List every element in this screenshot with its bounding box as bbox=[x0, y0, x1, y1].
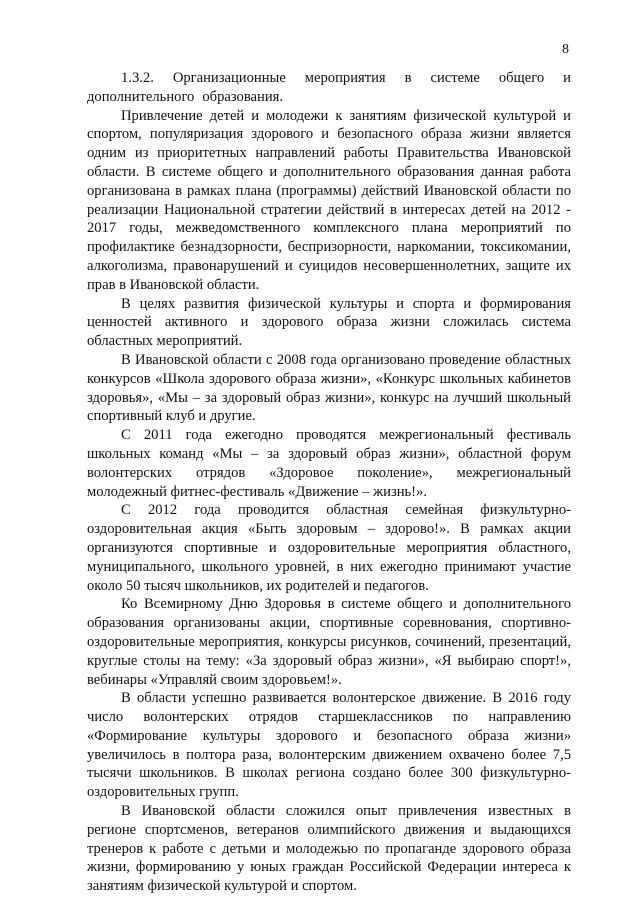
document-body bbox=[87, 69, 571, 896]
paragraph: Ко Всемирному Дню Здоровья в системе общего и дополнительного образования организованы акции, спортивные соревнования, спортивно-оздоровительные мероприятия, конкурсы рисунков, сочинений, презентаций, круглые столы на тему: «За здоровый образ жизни», «Я выбираю спорт!», вебинары «Управляй своим здоровьем!». bbox=[87, 596, 571, 688]
paragraph: В Ивановской области сложился опыт привлечения известных в регионе спортсменов, ветеранов олимпийского движения и выдающихся тренеров к работе с детьми и молодежью по пропаганде здорового образа жизни, формированию у юных граждан Российской Федерации интереса к занятиям физической культурой и спортом. bbox=[87, 803, 571, 895]
paragraph: В Ивановской области с 2008 года организовано проведение областных конкурсов «Школа здорового образа жизни», «Конкурс школьных кабинетов здоровья», «Мы – за здоровый образ жизни», конкурс на лучший школьный спортивный клуб и другие. bbox=[87, 351, 571, 425]
paragraph: С 2011 года ежегодно проводятся межрегиональный фестиваль школьных команд «Мы – за здоровый образ жизни», областной форум волонтерских отрядов «Здоровое поколение», межрегиональный молодежный фитнес-фестиваль «Движение – жизнь!». bbox=[87, 427, 571, 500]
paragraph: С 2012 года проводится областная семейная физкультурно-оздоровительная акция «Быть здоровым – здорово!». В рамках акции организуются спортивные и оздоровительные мероприятия областного, муниципального, школьного уровней, в них ежегодно принимают участие около 50 тысяч школьников, их родителей и педагогов. bbox=[87, 502, 571, 594]
paragraph: В целях развития физической культуры и спорта и формирования ценностей активного и здорового образа жизни сложилась система областных мероприятий. bbox=[87, 295, 571, 350]
section-heading: 1.3.2. Организационные мероприятия в системе общего и дополнительного образования. bbox=[87, 70, 571, 105]
paragraph: Привлечение детей и молодежи к занятиям физической культурой и спортом, популяризация здорового и безопасного образа жизни является одним из приоритетных направлений работы Правительства Ивановской области. В системе общего и дополнительного образования данная работа организована в рамках плана (программы) действий Ивановской области по реализации Национальной стратегии действий в интересах детей на 2012 - 2017 годы, межведомственного комплексного плана мероприятий по профилактике безнадзорности, беспризорности, наркомании, токсикомании, алкоголизма, правонарушений и суицидов несовершеннолетних, защите их прав в Ивановской области. bbox=[87, 107, 571, 293]
paragraph: В области успешно развивается волонтерское движение. В 2016 году число волонтерских отрядов старшеклассников по направлению «Формирование культуры здорового и безопасного образа жизни» увеличилось в полтора раза, волонтерским движением охвачено более 7,5 тысячи школьников. В школах региона создано более 300 физкультурно-оздоровительных групп. bbox=[87, 690, 571, 801]
page-number: 8 bbox=[562, 42, 569, 57]
